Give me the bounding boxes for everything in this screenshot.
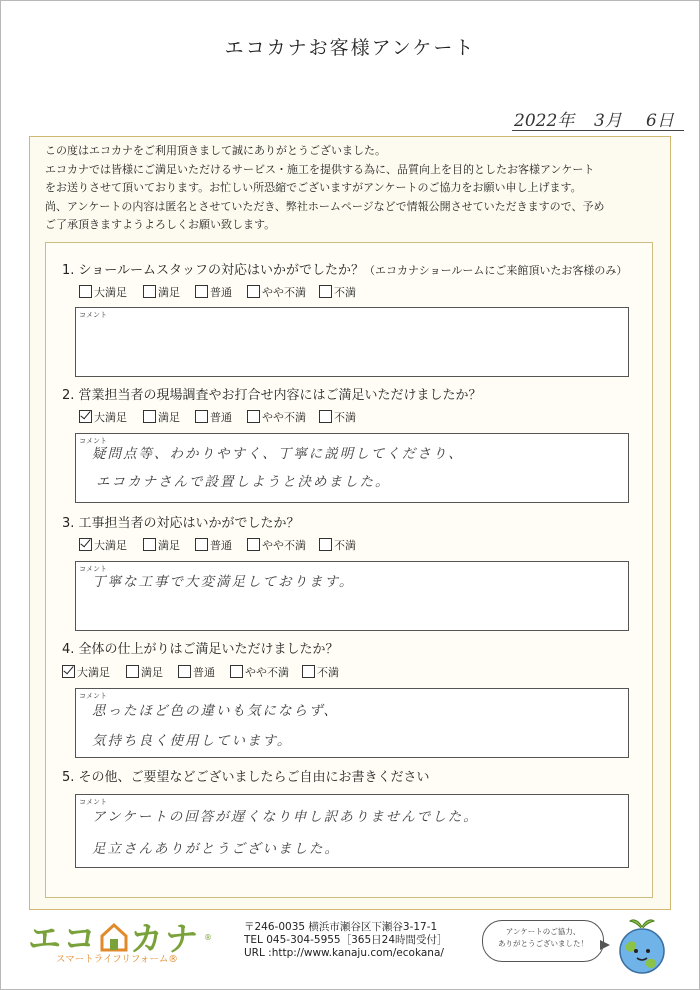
question-3 [62,512,300,531]
option-checkbox[interactable]: 普通 [195,537,232,553]
company-address [244,921,448,960]
address-line: 〒246-0035 横浜市瀬谷区下瀬谷3-17-1 [244,921,438,933]
question-1 [62,259,627,278]
intro-line: ご了承頂きますようよろしくお願い致します。 [45,218,276,231]
checkbox[interactable] [143,410,156,423]
option-checkbox[interactable]: やや不満 [230,664,289,680]
checkbox[interactable] [302,665,315,678]
house-icon [100,921,128,951]
date-underline [512,130,684,131]
question-label: 2. 営業担当者の現場調査やお打合せ内容にはご満足いただけましたか？ [62,388,482,403]
option-checkbox[interactable]: 満足 [126,664,163,680]
url-line[interactable]: URL :http://www.kanaju.com/ecokana/ [244,947,444,959]
comment-label: コメント [79,692,107,700]
checkbox[interactable] [143,285,156,298]
registered-mark: ® [204,933,212,942]
handwritten-line: アンケートの回答が遅くなり申し訳ありませんでした。 [92,809,479,825]
handwritten-line: 気持ち良く使用しています。 [92,733,293,749]
checkbox[interactable] [143,538,156,551]
comment-box-1[interactable] [75,307,629,377]
checkbox-checked[interactable] [62,665,75,678]
checkbox[interactable] [126,665,139,678]
option-checkbox[interactable]: 満足 [143,537,180,553]
intro-line: をお送りさせて頂いております。お忙しい所恐縮でございますがアンケートのご協力をお願い申し上げます。 [45,181,582,194]
comment-label: コメント [79,311,107,319]
checkbox-checked[interactable] [79,538,92,551]
option-checkbox[interactable]: 満足 [143,409,180,425]
checkbox[interactable] [247,538,260,551]
checkbox[interactable] [195,410,208,423]
checkbox[interactable] [319,410,332,423]
comment-label: コメント [79,798,107,806]
checkbox[interactable] [230,665,243,678]
date-day: 6日 [646,111,674,131]
handwritten-line: エコカナさんで設置しようと決めました。 [96,474,391,490]
comment-label: コメント [79,437,107,445]
handwritten-line: 疑問点等、わかりやすく、丁寧に説明してくださり、 [92,446,464,462]
checkbox[interactable] [247,285,260,298]
option-checkbox[interactable]: やや不満 [247,284,306,300]
option-checkbox[interactable]: 満足 [143,284,180,300]
bubble-tail [600,940,610,950]
checkbox[interactable] [319,538,332,551]
intro-line: 尚、アンケートの内容は匿名とさせていただき、弊社ホームページなどで情報公開させていただきますので、予め [45,199,605,213]
handwritten-line: 思ったほど色の違いも気にならず、 [92,703,339,719]
checkbox[interactable] [319,285,332,298]
question-label: 4. 全体の仕上がりはご満足いただけましたか？ [62,642,339,657]
ecokana-logo [28,913,218,963]
earth-mascot-icon [610,915,674,979]
option-checkbox[interactable]: 大満足 [79,284,127,300]
option-checkbox[interactable]: 不満 [302,664,339,680]
option-checkbox[interactable]: 大満足 [79,409,127,425]
option-checkbox[interactable]: 普通 [195,409,232,425]
question-4 [62,638,339,657]
checkbox[interactable] [247,410,260,423]
checkbox[interactable] [195,538,208,551]
option-checkbox[interactable]: やや不満 [247,409,306,425]
option-checkbox[interactable]: 大満足 [62,664,110,680]
intro-line: エコカナでは皆様にご満足いただけるサービス・施工を提供する為に、品質向上を目的としたお客様アンケート [45,162,595,176]
comment-label: コメント [79,565,107,573]
question-label: 1. ショールームスタッフの対応はいかがでしたか？ [62,263,365,278]
survey-date [512,106,682,130]
option-checkbox[interactable]: 不満 [319,409,356,425]
question-2 [62,384,482,403]
question-label: 5. その他、ご要望などございましたらご自由にお書きください [62,770,430,785]
logo-tagline: スマートライフリフォーム® [56,954,178,965]
handwritten-line: 丁寧な工事で大変満足しております。 [92,574,355,590]
page-title: エコカナお客様アンケート [224,37,476,59]
comment-box-3[interactable] [75,561,629,631]
option-checkbox[interactable]: 普通 [178,664,215,680]
handwritten-line: 足立さんありがとうございました。 [92,841,340,857]
intro-line: この度はエコカナをご利用頂きまして誠にありがとうございました。 [45,144,386,157]
thanks-bubble: アンケートのご協力、 ありがとうございました！ [482,920,604,962]
checkbox-checked[interactable] [79,410,92,423]
comment-box-5[interactable] [75,794,629,868]
comment-box-4[interactable] [75,688,629,758]
phone-line: TEL 045-304-5955［365日24時間受付］ [244,934,448,946]
option-checkbox[interactable]: やや不満 [247,537,306,553]
intro-text [45,142,665,235]
option-checkbox[interactable]: 不満 [319,284,356,300]
checkbox[interactable] [178,665,191,678]
logo-wordmark: エコ カナ [28,919,200,958]
question-5 [62,766,430,785]
option-checkbox[interactable]: 普通 [195,284,232,300]
option-checkbox[interactable]: 大満足 [79,537,127,553]
question-label: 3. 工事担当者の対応はいかがでしたか？ [62,516,300,531]
comment-box-2[interactable] [75,433,629,503]
date-month: 3月 [594,111,622,131]
question-note: （エコカナショールームにご来館頂いたお客様のみ） [364,264,628,277]
option-checkbox[interactable]: 不満 [319,537,356,553]
date-year: 2022年 [514,111,575,131]
checkbox[interactable] [79,285,92,298]
checkbox[interactable] [195,285,208,298]
